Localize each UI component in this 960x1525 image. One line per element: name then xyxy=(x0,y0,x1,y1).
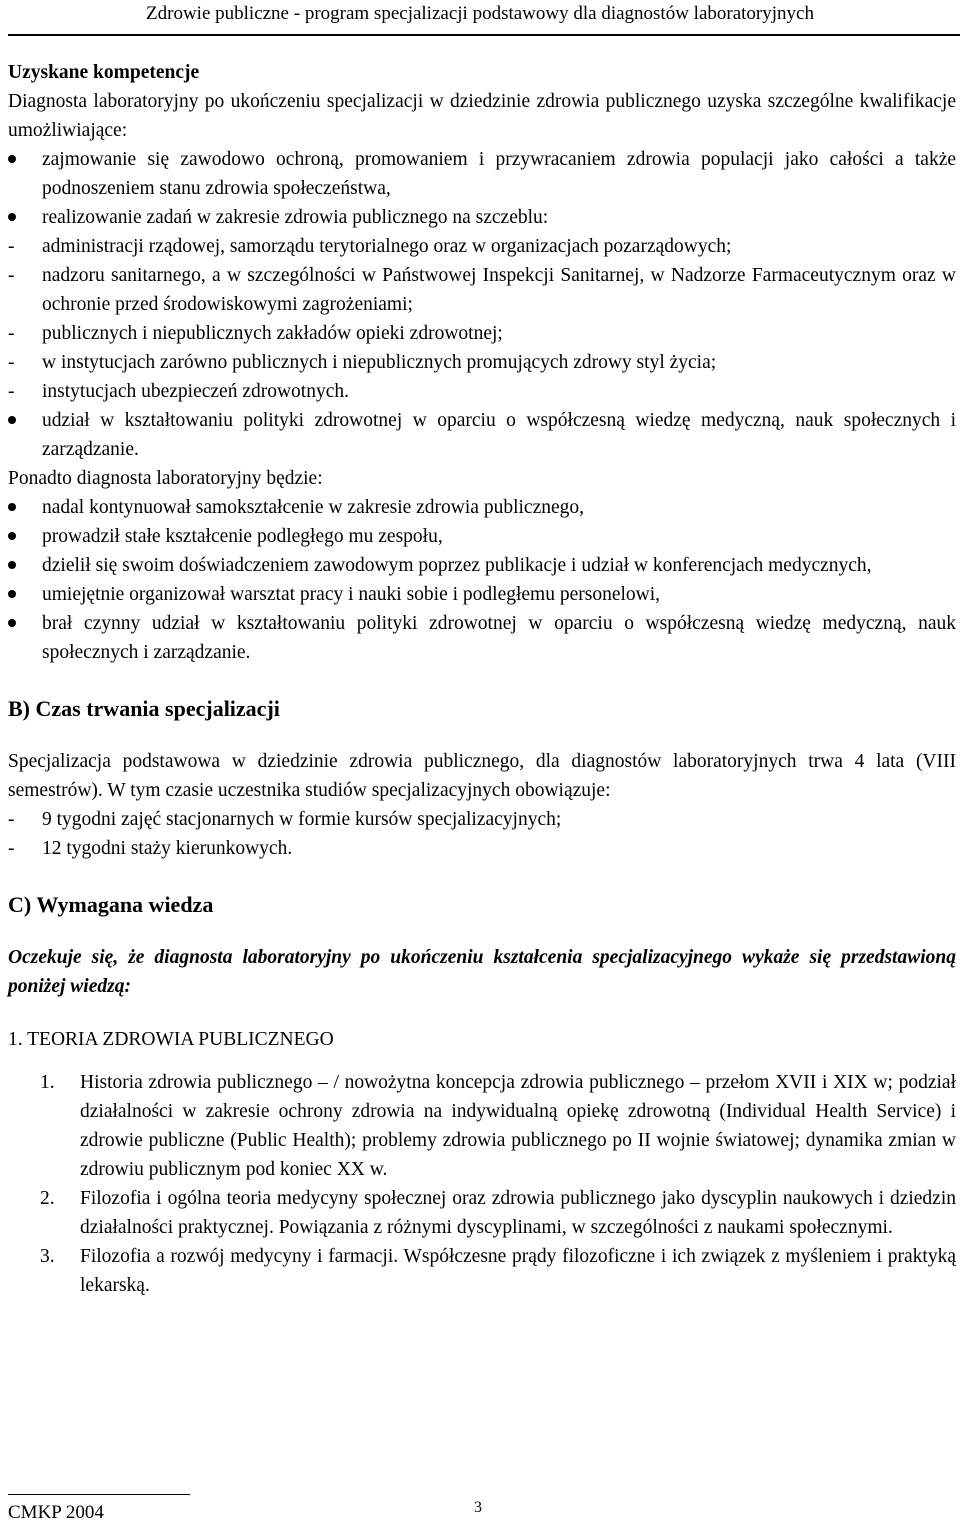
document-body xyxy=(8,58,956,1300)
item-number: 3. xyxy=(40,1246,55,1267)
footer-label: CMKP 2004 xyxy=(8,1502,104,1523)
list-item: dzielił się swoim doświadczeniem zawodowym poprzez publikacje i udział w konferencjach medycznych, xyxy=(8,551,956,580)
dash-item: - 12 tygodni staży kierunkowych. xyxy=(8,834,956,863)
dash-icon: - xyxy=(8,809,15,830)
page-number: 3 xyxy=(474,1499,482,1516)
list-item: umiejętnie organizował warsztat pracy i nauki sobie i podległemu personelowi, xyxy=(8,580,956,609)
dash-item: - instytucjach ubezpieczeń zdrowotnych. xyxy=(8,377,956,406)
list-item: prowadził stałe kształcenie podległego mu zespołu, xyxy=(8,522,956,551)
section-c-heading: C) Wymagana wiedza xyxy=(8,892,214,917)
competences-heading: Uzyskane kompetencje xyxy=(8,62,200,83)
section-b-text: Specjalizacja podstawowa w dziedzinie zdrowia publicznego, dla diagnostów laboratoryjnych trwa 4 lata (VIII semestrów). W tym czasie uczestnika studiów specjalizacyjnych obowiązuje: xyxy=(8,751,956,801)
competences-intro: Diagnosta laboratoryjny po ukończeniu specjalizacji w dziedzinie zdrowia publicznego uzyska szczególne kwalifikacje umożliwiające: xyxy=(8,91,956,141)
item-number: 1. xyxy=(40,1072,55,1093)
list-item: zajmowanie się zawodowo ochroną, promowaniem i przywracaniem zdrowia populacji jako całości a także podnoszeniem stanu zdrowia społeczeństwa, xyxy=(8,145,956,203)
dash-icon: - xyxy=(8,236,15,257)
bullet-icon xyxy=(8,145,28,174)
dash-icon: - xyxy=(8,265,15,286)
bullet-icon xyxy=(8,493,28,522)
section-c-expectation: Oczekuje się, że diagnosta laboratoryjny po ukończeniu kształcenia specjalizacyjnego wykaże się przedstawioną poniżej wiedzą: xyxy=(8,947,956,997)
bullet-icon xyxy=(8,406,28,435)
dash-icon: - xyxy=(8,352,15,373)
list-item: brał czynny udział w kształtowaniu polityki zdrowotnej w oparciu o współczesną wiedzę medyczną, nauk społecznych i zarządzanie. xyxy=(8,609,956,667)
bullet-icon xyxy=(8,551,28,580)
dash-item: - 9 tygodni zajęć stacjonarnych w formie kursów specjalizacyjnych; xyxy=(8,805,956,834)
footer-rule xyxy=(8,1494,190,1495)
dash-icon: - xyxy=(8,838,15,859)
list-item: udział w kształtowaniu polityki zdrowotnej w oparciu o współczesną wiedzę medyczną, nauk społecznych i zarządzanie. xyxy=(8,406,956,464)
dash-icon: - xyxy=(8,381,15,402)
numbered-item: 3. Filozofia a rozwój medycyny i farmacji. Współczesne prądy filozoficzne i ich związek z myśleniem i praktyką lekarską. xyxy=(8,1242,956,1300)
bullet-icon xyxy=(8,580,28,609)
bullet-icon xyxy=(8,522,28,551)
item-number: 2. xyxy=(40,1188,55,1209)
bullet-icon xyxy=(8,203,28,232)
section-b-heading: B) Czas trwania specjalizacji xyxy=(8,696,280,721)
list-item: realizowanie zadań w zakresie zdrowia publicznego na szczeblu: xyxy=(8,203,956,232)
dash-item: - w instytucjach zarówno publicznych i niepublicznych promujących zdrowy styl życia; xyxy=(8,348,956,377)
list-item: nadal kontynuował samokształcenie w zakresie zdrowia publicznego, xyxy=(8,493,956,522)
dash-icon: - xyxy=(8,323,15,344)
header-rule xyxy=(8,34,960,36)
numbered-item: 2. Filozofia i ogólna teoria medycyny społecznej oraz zdrowia publicznego jako dyscyplin naukowych i dziedzin działalności praktycznej. Powiązania z różnymi dyscyplinami, w szczególności z naukami społecznymi. xyxy=(8,1184,956,1242)
numbered-item: 1. Historia zdrowia publicznego – / nowożytna koncepcja zdrowia publicznego – przełom XVII i XIX w; podział działalności w zakresie ochrony zdrowia na indywidualną opiekę zdrowotną (Individual Health Service) i zdrowie publiczne (Public Health); problemy zdrowia publicznego po II wojnie światowej; dynamika zmian w zdrowiu publicznym pod koniec XX w. xyxy=(8,1068,956,1184)
dash-item: - administracji rządowej, samorządu terytorialnego oraz w organizacjach pozarządowych; xyxy=(8,232,956,261)
bullet-icon xyxy=(8,609,28,638)
moreover-text: Ponadto diagnosta laboratoryjny będzie: xyxy=(8,468,323,489)
dash-item: - nadzoru sanitarnego, a w szczególności w Państwowej Inspekcji Sanitarnej, w Nadzorze Farmaceutycznym oraz w ochronie przed środowiskowymi zagrożeniami; xyxy=(8,261,956,319)
page-header: Zdrowie publiczne - program specjalizacji podstawowy dla diagnostów laboratoryjnych xyxy=(146,3,814,24)
section-c-subheading: 1. TEORIA ZDROWIA PUBLICZNEGO xyxy=(8,1029,334,1050)
dash-item: - publicznych i niepublicznych zakładów opieki zdrowotnej; xyxy=(8,319,956,348)
